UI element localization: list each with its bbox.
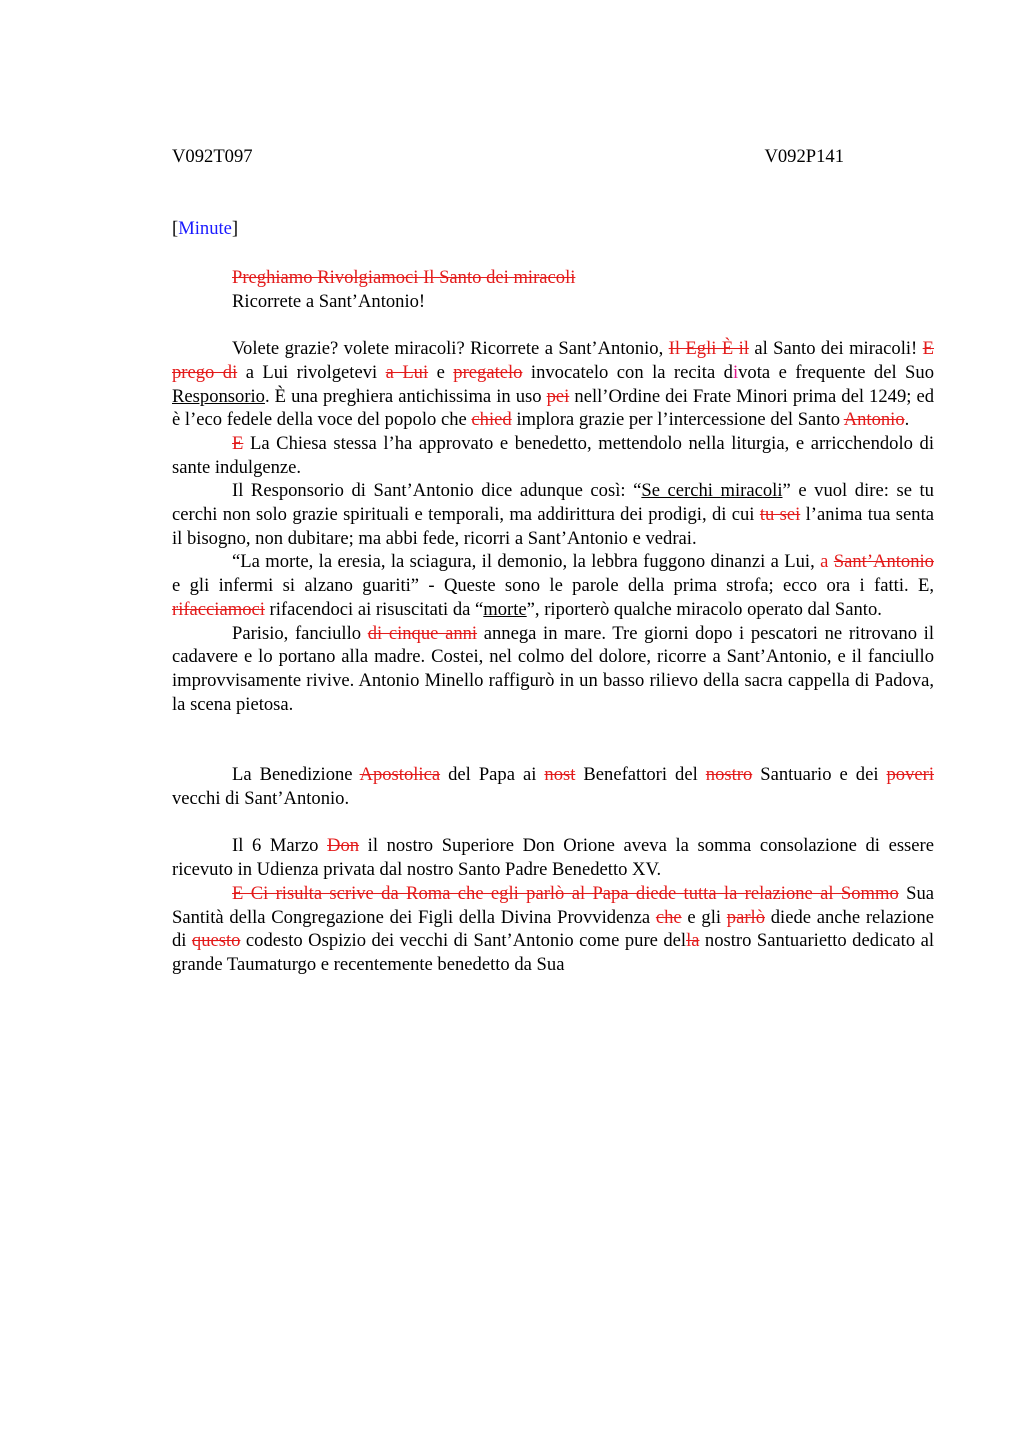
page-code: V092P141 [764, 146, 844, 167]
title-deleted: Preghiamo Rivolgiamoci Il Santo dei miracoli [232, 267, 576, 288]
title: Ricorrete a Sant’Antonio! [232, 290, 426, 312]
paragraph-4: “La morte, la eresia, la sciagura, il demonio, la lebbra fuggono dinanzi a Lui, a Sant’Antonio e gli infermi si alzano guariti” - Queste sono le parole della prima strofa; ecco ora i fatti. E, rifacciamoci rifacendoci ai risuscitati da “morte”, riporterò qualche miracolo operato dal Santo. [172, 551, 934, 620]
paragraph-5: Parisio, fanciullo di cinque anni annega in mare. Tre giorni dopo i pescatori ne ritrovano il cadavere e lo portano alla madre. Costei, nel colmo del dolore, ricorre a Sant’Antonio, e il fanciullo improvvisamente rivive. Antonio Minello raffigurò in un basso rilievo della sacra cappella di Padova, la scena pietosa. [172, 622, 934, 715]
paragraph-3: Il Responsorio di Sant’Antonio dice adunque così: “Se cerchi miracoli” e vuol dire: se tu cerchi non solo grazie spirituali e temporali, ma addirittura dei prodigi, di cui tu sei l’anima tua senta il bisogno, non dubitare; ma abbi fede, ricorri a Sant’Antonio e vedrai. [172, 480, 935, 549]
section-label: [Minute] [172, 218, 239, 239]
minute-link[interactable]: Minute [178, 218, 232, 239]
paragraph-8: E Ci risulta scrive da Roma che egli parlò al Papa diede tutta la relazione al Sommo Sua Santità della Congregazione dei Figli della Divina Provvidenza che e gli parlò diede anche relazione di questo codesto Ospizio dei vecchi di Sant’Antonio come pure della nostro Santuarietto dedicato al grande Taumaturgo e recentemente benedetto da Sua [172, 882, 935, 975]
document-code: V092T097 [172, 146, 253, 167]
paragraph-7: Il 6 Marzo Don il nostro Superiore Don Orione aveva la somma consolazione di essere ricevuto in Udienza privata dal nostro Santo Padre Benedetto XV. [172, 835, 934, 881]
paragraph-1: Volete grazie? volete miracoli? Ricorrete a Sant’Antonio, Il Egli È il al Santo dei miracoli! E prego di a Lui rivolgetevi a Lui e pregatelo invocatelo con la recita divota e frequente del Suo Responsorio. È una preghiera antichissima in uso pei nell’Ordine dei Frate Minori prima del 1249; ed è l’eco fedele della voce del popolo che chied implora grazie per l’intercessione del Santo Antonio. [172, 338, 935, 431]
document-body [172, 266, 934, 977]
paragraph-2: E La Chiesa stessa l’ha approvato e benedetto, mettendolo nella liturgia, e arricchendolo di sante indulgenze. [172, 432, 934, 478]
page-header [172, 146, 844, 170]
paragraph-6: La Benedizione Apostolica del Papa ai nost Benefattori del nostro Santuario e dei poveri vecchi di Sant’Antonio. [172, 764, 935, 810]
